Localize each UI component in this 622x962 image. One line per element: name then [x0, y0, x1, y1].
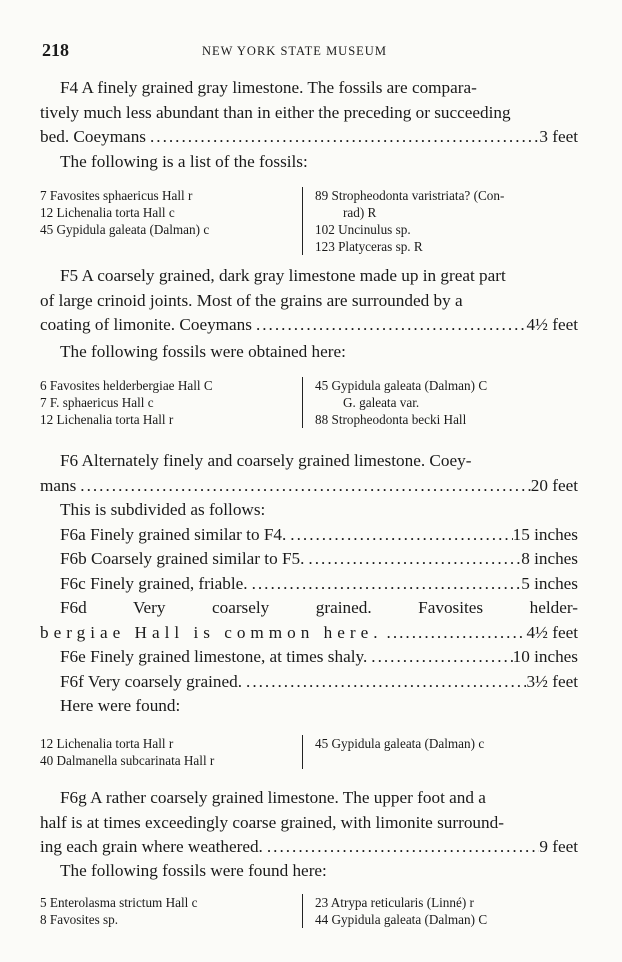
leader-dots: [367, 645, 512, 670]
f6-label: mans: [40, 475, 77, 495]
paragraph-f6: [40, 449, 578, 719]
f4-thickness: 3 feet: [539, 127, 578, 146]
fossil-item: 40 Dalmanella subcarinata Hall r: [40, 753, 215, 768]
f6d-label: bergiae Hall is common here.: [40, 622, 383, 642]
fossil-item: 102 Uncinulus sp.: [315, 222, 411, 237]
fossil-list-right: [302, 377, 577, 428]
f6c-line: [40, 572, 578, 597]
running-head: NEW YORK STATE MUSEUM: [202, 44, 387, 58]
f6g-line-2: half is at times exceedingly coarse grained, with limonite surround-: [40, 812, 504, 832]
f6f-label: F6f Very coarsely grained.: [60, 671, 243, 691]
f6g-line-1: F6g A rather coarsely grained limestone. The upper foot and a: [60, 788, 486, 807]
fossil-item: 44 Gypidula galeata (Dalman) C: [315, 912, 488, 927]
fossil-item: 45 Gypidula galeata (Dalman) c: [40, 222, 210, 237]
fossil-list-left: [40, 894, 302, 928]
fossil-list-left: [40, 735, 302, 769]
f6f-thickness: 3½ feet: [526, 671, 578, 691]
leader-dots: [252, 313, 527, 338]
f6f-line: [40, 670, 578, 695]
f6-line-2: [40, 474, 578, 499]
f6g-line-3: [40, 835, 578, 860]
f6-found-intro: Here were found:: [60, 696, 181, 715]
fossil-item: rad) R: [343, 205, 377, 220]
f6d-thickness: 4½ feet: [526, 622, 578, 642]
f6d-line-2: [40, 621, 578, 646]
leader-dots: [263, 835, 540, 860]
fossil-item: 45 Gypidula galeata (Dalman) c: [315, 736, 485, 751]
fossil-item: 23 Atrypa reticularis (Linné) r: [315, 895, 474, 910]
page-header: [42, 40, 578, 62]
f6-thickness: 20 feet: [530, 475, 578, 495]
fossil-item: 88 Stropheodonta becki Hall: [315, 412, 467, 427]
f6a-line: [40, 523, 578, 548]
leader-dots: [146, 125, 539, 150]
fossil-item: 12 Lichenalia torta Hall c: [40, 205, 175, 220]
f6b-line: [40, 547, 578, 572]
fossil-item: 6 Favosites helderbergiae Hall C: [40, 378, 213, 393]
f5-line-2: of large crinoid joints. Most of the grains are surrounded by a: [40, 290, 463, 310]
paragraph-f4: [40, 76, 578, 150]
f6a-label: F6a Finely grained similar to F4.: [60, 524, 287, 544]
fossil-item: 12 Lichenalia torta Hall r: [40, 736, 174, 751]
fossil-item: 123 Platyceras sp. R: [315, 239, 423, 254]
leader-dots: [248, 572, 522, 597]
f6g-list-intro: The following fossils were found here:: [60, 861, 327, 880]
fossil-item: 8 Favosites sp.: [40, 912, 119, 927]
f5-list-intro: The following fossils were obtained here:: [60, 342, 346, 361]
f6g-label: ing each grain where weathered.: [40, 837, 263, 856]
fossil-list-right: [302, 894, 577, 928]
f6b-thickness: 8 inches: [521, 549, 578, 568]
fossil-list-right: [302, 735, 577, 769]
f6a-thickness: 15 inches: [512, 524, 578, 544]
f6-fossil-list: [40, 735, 580, 769]
fossil-item: 7 Favosites sphaericus Hall r: [40, 188, 193, 203]
fossil-list-right: [302, 187, 577, 255]
f4-label: bed. Coeymans: [40, 127, 146, 146]
f6b-label: F6b Coarsely grained similar to F5.: [60, 549, 305, 568]
fossil-item: 7 F. sphaericus Hall c: [40, 395, 154, 410]
fossil-item: 5 Enterolasma strictum Hall c: [40, 895, 198, 910]
f5-label: coating of limonite. Coeymans: [40, 315, 252, 334]
f4-line-3: [40, 125, 578, 150]
leader-dots: [286, 523, 512, 548]
f6-line-1: F6 Alternately finely and coarsely grained limestone. Coey-: [60, 451, 472, 470]
fossil-item: 12 Lichenalia torta Hall r: [40, 412, 174, 427]
paragraph-f6g: [40, 786, 578, 860]
fossil-list-left: [40, 187, 302, 255]
f5-line-3: [40, 313, 578, 338]
paragraph-f5: [40, 264, 578, 338]
f6c-label: F6c Finely grained, friable.: [60, 573, 248, 593]
f6-subdivided-intro: This is subdivided as follows:: [60, 500, 266, 519]
fossil-item: G. galeata var.: [343, 395, 420, 410]
f4-list-intro: The following is a list of the fossils:: [60, 152, 308, 171]
f6e-label: F6e Finely grained limestone, at times shaly.: [60, 647, 368, 666]
f6e-line: [40, 645, 578, 670]
f6c-thickness: 5 inches: [521, 573, 578, 593]
leader-dots: [242, 670, 526, 695]
fossil-item: 45 Gypidula galeata (Dalman) C: [315, 378, 488, 393]
f5-line-1: F5 A coarsely grained, dark gray limestone made up in great part: [60, 266, 506, 285]
page-number: 218: [42, 40, 69, 60]
f5-thickness: 4½ feet: [526, 315, 578, 334]
f6g-fossil-list: [40, 894, 580, 928]
f6e-thickness: 10 inches: [512, 647, 578, 666]
leader-dots: [304, 547, 521, 572]
f5-fossil-list: [40, 377, 580, 428]
fossil-list-left: [40, 377, 302, 428]
f6g-thickness: 9 feet: [539, 837, 578, 856]
fossil-item: 89 Stropheodonta varistriata? (Con-: [315, 188, 505, 203]
leader-dots: [76, 474, 530, 499]
f6d-line-1: F6d Very coarsely grained. Favosites helder-: [60, 598, 578, 617]
leader-dots: [383, 621, 527, 646]
f4-line-1: F4 A finely grained gray limestone. The fossils are compara-: [60, 78, 477, 97]
f4-fossil-list: [40, 187, 580, 255]
f4-line-2: tively much less abundant than in either the preceding or succeeding: [40, 102, 511, 122]
